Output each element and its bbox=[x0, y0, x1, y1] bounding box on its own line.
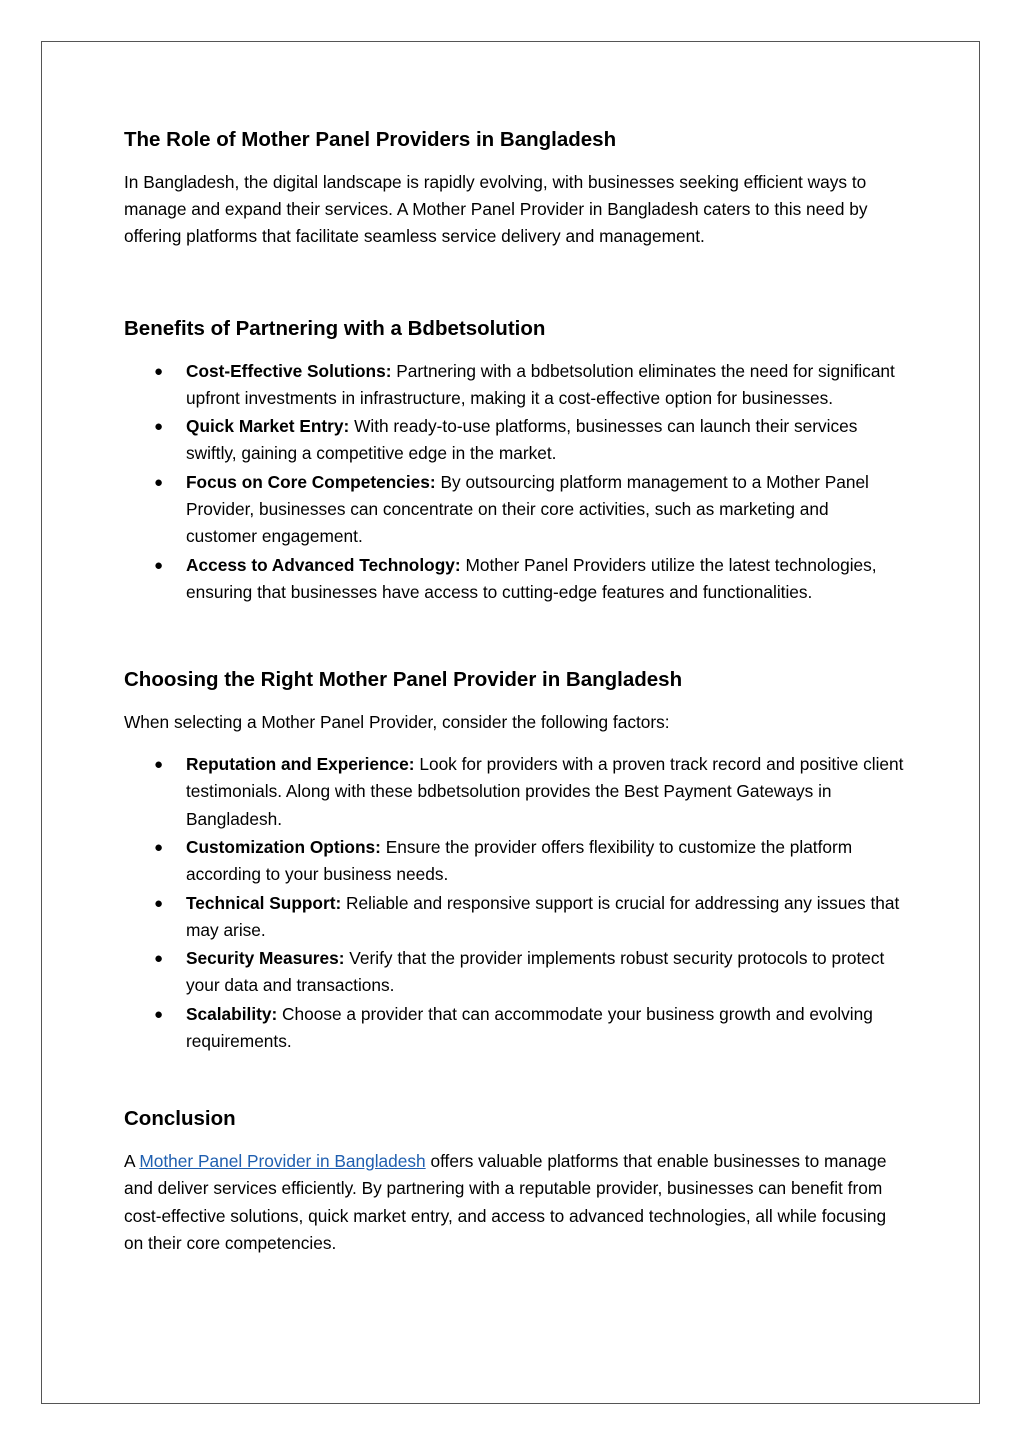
section-body-conclusion bbox=[124, 1148, 904, 1257]
section-body-role: In Bangladesh, the digital landscape is rapidly evolving, with businesses seeking efficient ways to manage and expand their services. A Mother Panel Provider in Bangladesh caters to this need by offering platforms that facilitate seamless service delivery and management. bbox=[124, 172, 868, 247]
bullet-icon: ● bbox=[154, 362, 164, 380]
list-item-term: Access to Advanced Technology: bbox=[186, 554, 461, 575]
list-item-term: Scalability: bbox=[186, 1003, 278, 1024]
list-item-term: Quick Market Entry: bbox=[186, 416, 350, 437]
bullet-icon: ● bbox=[154, 473, 164, 491]
list-item-text: Partnering with a bdbetsolution eliminates the need for significant upfront investments in infrastructure, making it a cost-effective option for businesses. bbox=[186, 360, 895, 408]
list-item-text: With ready-to-use platforms, businesses can launch their services swiftly, gaining a competitive edge in the market. bbox=[186, 416, 858, 464]
section-title-role: The Role of Mother Panel Providers in Bangladesh bbox=[124, 128, 617, 151]
factors-list bbox=[124, 751, 904, 1055]
bullet-icon: ● bbox=[154, 418, 164, 436]
list-item bbox=[124, 945, 904, 999]
list-item bbox=[124, 358, 904, 412]
section-title-choosing: Choosing the Right Mother Panel Provider in Bangladesh bbox=[124, 668, 683, 691]
list-item-text: Mother Panel Providers utilize the latest technologies, ensuring that businesses have access to cutting-edge features and functionalities. bbox=[186, 554, 877, 602]
list-item bbox=[124, 834, 904, 888]
list-item-term: Cost-Effective Solutions: bbox=[186, 360, 392, 381]
section-intro-choosing: When selecting a Mother Panel Provider, consider the following factors: bbox=[124, 712, 670, 732]
list-item-term: Reputation and Experience: bbox=[186, 754, 415, 775]
bullet-icon: ● bbox=[154, 1005, 164, 1023]
list-item-text: Look for providers with a proven track record and positive client testimonials. Along with these bdbetsolution provides the Best Payment Gateways in Bangladesh. bbox=[186, 754, 904, 829]
conclusion-prefix: A bbox=[124, 1151, 140, 1172]
list-item-term: Security Measures: bbox=[186, 948, 345, 969]
bullet-icon: ● bbox=[154, 556, 164, 574]
bullet-icon: ● bbox=[154, 894, 164, 912]
section-title-benefits: Benefits of Partnering with a Bdbetsolution bbox=[124, 316, 546, 340]
section-title-conclusion: Conclusion bbox=[124, 1107, 236, 1131]
list-item-term: Customization Options: bbox=[186, 837, 381, 857]
list-item-term: Focus on Core Competencies: bbox=[186, 471, 436, 492]
benefits-list bbox=[124, 358, 904, 606]
list-item bbox=[124, 413, 904, 467]
list-item bbox=[124, 1001, 904, 1055]
mother-panel-provider-link[interactable]: Mother Panel Provider in Bangladesh bbox=[139, 1151, 426, 1172]
conclusion-suffix: offers valuable platforms that enable businesses to manage and deliver services efficiently. By partnering with a reputable provider, businesses can benefit from cost-effective solutions, quick market entry, and access to advanced technologies, all while focusing on their core competencies. bbox=[124, 1151, 887, 1253]
list-item-text: Verify that the provider implements robust security protocols to protect your data and transactions. bbox=[186, 948, 885, 996]
list-item bbox=[124, 552, 904, 606]
bullet-icon: ● bbox=[154, 839, 164, 856]
list-item-term: Technical Support: bbox=[186, 892, 342, 913]
list-item-text: By outsourcing platform management to a Mother Panel Provider, businesses can concentrate on their core activities, such as marketing and customer engagement. bbox=[186, 471, 869, 547]
list-item bbox=[124, 890, 904, 944]
list-item-text: Reliable and responsive support is crucial for addressing any issues that may arise. bbox=[186, 892, 900, 940]
bullet-icon: ● bbox=[154, 950, 164, 968]
bullet-icon: ● bbox=[154, 756, 164, 774]
document-content bbox=[124, 124, 904, 1257]
list-item-text: Choose a provider that can accommodate your business growth and evolving requirements. bbox=[186, 1003, 873, 1051]
list-item bbox=[124, 751, 904, 833]
list-item-text: Ensure the provider offers flexibility to customize the platform according to your business needs. bbox=[186, 837, 853, 885]
list-item bbox=[124, 469, 904, 551]
